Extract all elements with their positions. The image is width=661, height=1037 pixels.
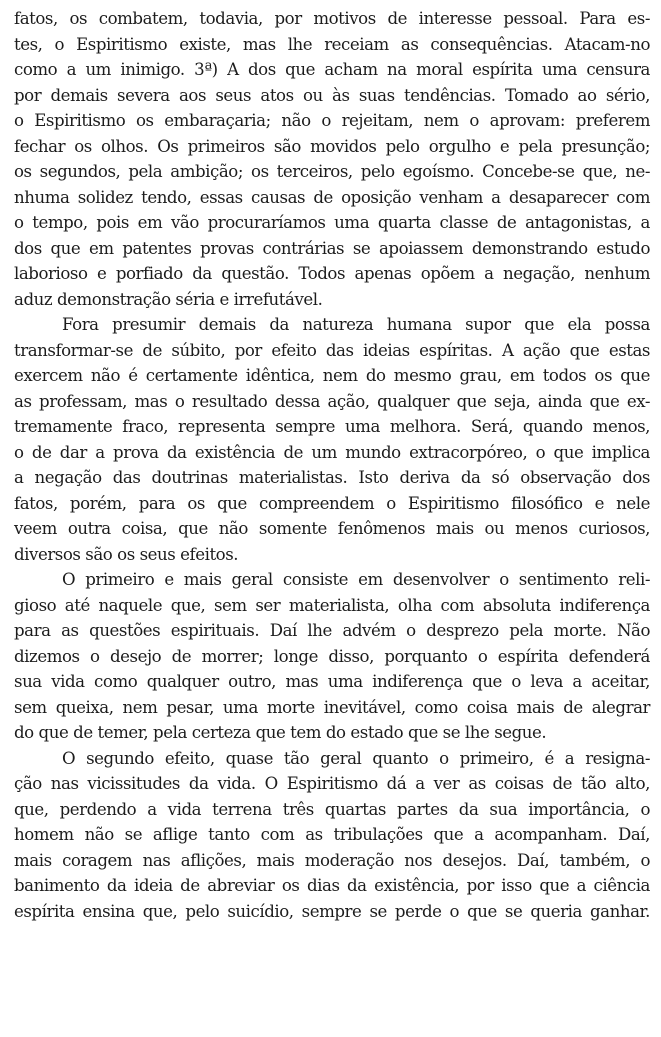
text-line: espírita ensina que, pelo suicídio, sempre se perde o que se queria ganhar. xyxy=(14,901,650,921)
text-line: banimento da ideia de abreviar os dias da existência, por isso que a ciência xyxy=(14,876,650,895)
paragraph-2 xyxy=(14,312,650,567)
text-line: ção nas vicissitudes da vida. O Espiritismo dá a ver as coisas de tão alto, xyxy=(14,774,650,793)
text-line: O segundo efeito, quase tão geral quanto o primeiro, é a resigna- xyxy=(62,748,650,768)
text-line: a negação das doutrinas materialistas. Isto deriva da só observação dos xyxy=(14,468,650,487)
text-line: as professam, mas o resultado dessa ação, qualquer que seja, ainda que ex- xyxy=(14,391,650,411)
document-page xyxy=(14,6,650,924)
text-line: como a um inimigo. 3ª) A dos que acham na moral espírita uma censura xyxy=(14,60,650,79)
text-line: o de dar a prova da existência de um mundo extracorpóreo, o que implica xyxy=(14,442,650,462)
text-line: nhuma solidez tendo, essas causas de oposição venham a desaparecer com xyxy=(14,187,650,207)
text-line: transformar-se de súbito, por efeito das ideias espíritas. A ação que estas xyxy=(14,340,650,360)
text-line: gioso até naquele que, sem ser materialista, olha com absoluta indiferença xyxy=(14,595,650,615)
paragraph-3 xyxy=(14,567,650,746)
text-line: laborioso e porfiado da questão. Todos apenas opõem a negação, nenhum xyxy=(14,264,650,283)
text-line: fechar os olhos. Os primeiros são movidos pelo orgulho e pela presunção; xyxy=(14,136,650,156)
text-line: veem outra coisa, que não somente fenômenos mais ou menos curiosos, xyxy=(14,519,650,538)
text-line: homem não se aflige tanto com as tribulações que a acompanham. Daí, xyxy=(14,825,650,844)
text-line: Fora presumir demais da natureza humana supor que ela possa xyxy=(62,315,650,334)
text-line: O primeiro e mais geral consiste em desenvolver o sentimento reli- xyxy=(62,570,650,589)
text-line: sem queixa, nem pesar, uma morte inevitável, como coisa mais de alegrar xyxy=(14,697,650,717)
text-line: fatos, os combatem, todavia, por motivos de interesse pessoal. Para es- xyxy=(14,9,650,28)
text-line: tes, o Espiritismo existe, mas lhe receiam as consequências. Atacam-no xyxy=(14,34,650,54)
text-line: diversos são os seus efeitos. xyxy=(14,544,239,564)
text-line: que, perdendo a vida terrena três quartas partes da sua importância, o xyxy=(14,799,650,819)
paragraph-4 xyxy=(14,746,650,925)
text-line: o tempo, pois em vão procuraríamos uma quarta classe de antagonistas, a xyxy=(14,213,650,232)
text-line: dos que em patentes provas contrárias se apoiassem demonstrando estudo xyxy=(14,238,650,258)
text-line: exercem não é certamente idêntica, nem do mesmo grau, em todos os que xyxy=(14,366,650,385)
text-line: os segundos, pela ambição; os terceiros, pelo egoísmo. Concebe-se que, ne- xyxy=(14,162,650,181)
text-line: o Espiritismo os embaraçaria; não o rejeitam, nem o aprovam: preferem xyxy=(14,111,650,130)
text-line: sua vida como qualquer outro, mas uma indiferença que o leva a aceitar, xyxy=(14,672,650,691)
text-line: mais coragem nas aflições, mais moderação nos desejos. Daí, também, o xyxy=(14,850,650,870)
text-line: aduz demonstração séria e irrefutável. xyxy=(14,289,323,309)
text-line: tremamente fraco, representa sempre uma melhora. Será, quando menos, xyxy=(14,417,650,436)
text-line: do que de temer, pela certeza que tem do estado que se lhe segue. xyxy=(14,723,547,742)
text-line: fatos, porém, para os que compreendem o Espiritismo filosófico e nele xyxy=(14,493,650,513)
text-line: dizemos o desejo de morrer; longe disso, porquanto o espírita defenderá xyxy=(14,646,650,666)
paragraph-1 xyxy=(14,6,650,312)
text-line: para as questões espirituais. Daí lhe advém o desprezo pela morte. Não xyxy=(14,621,650,640)
text-line: por demais severa aos seus atos ou às suas tendências. Tomado ao sério, xyxy=(14,85,650,105)
